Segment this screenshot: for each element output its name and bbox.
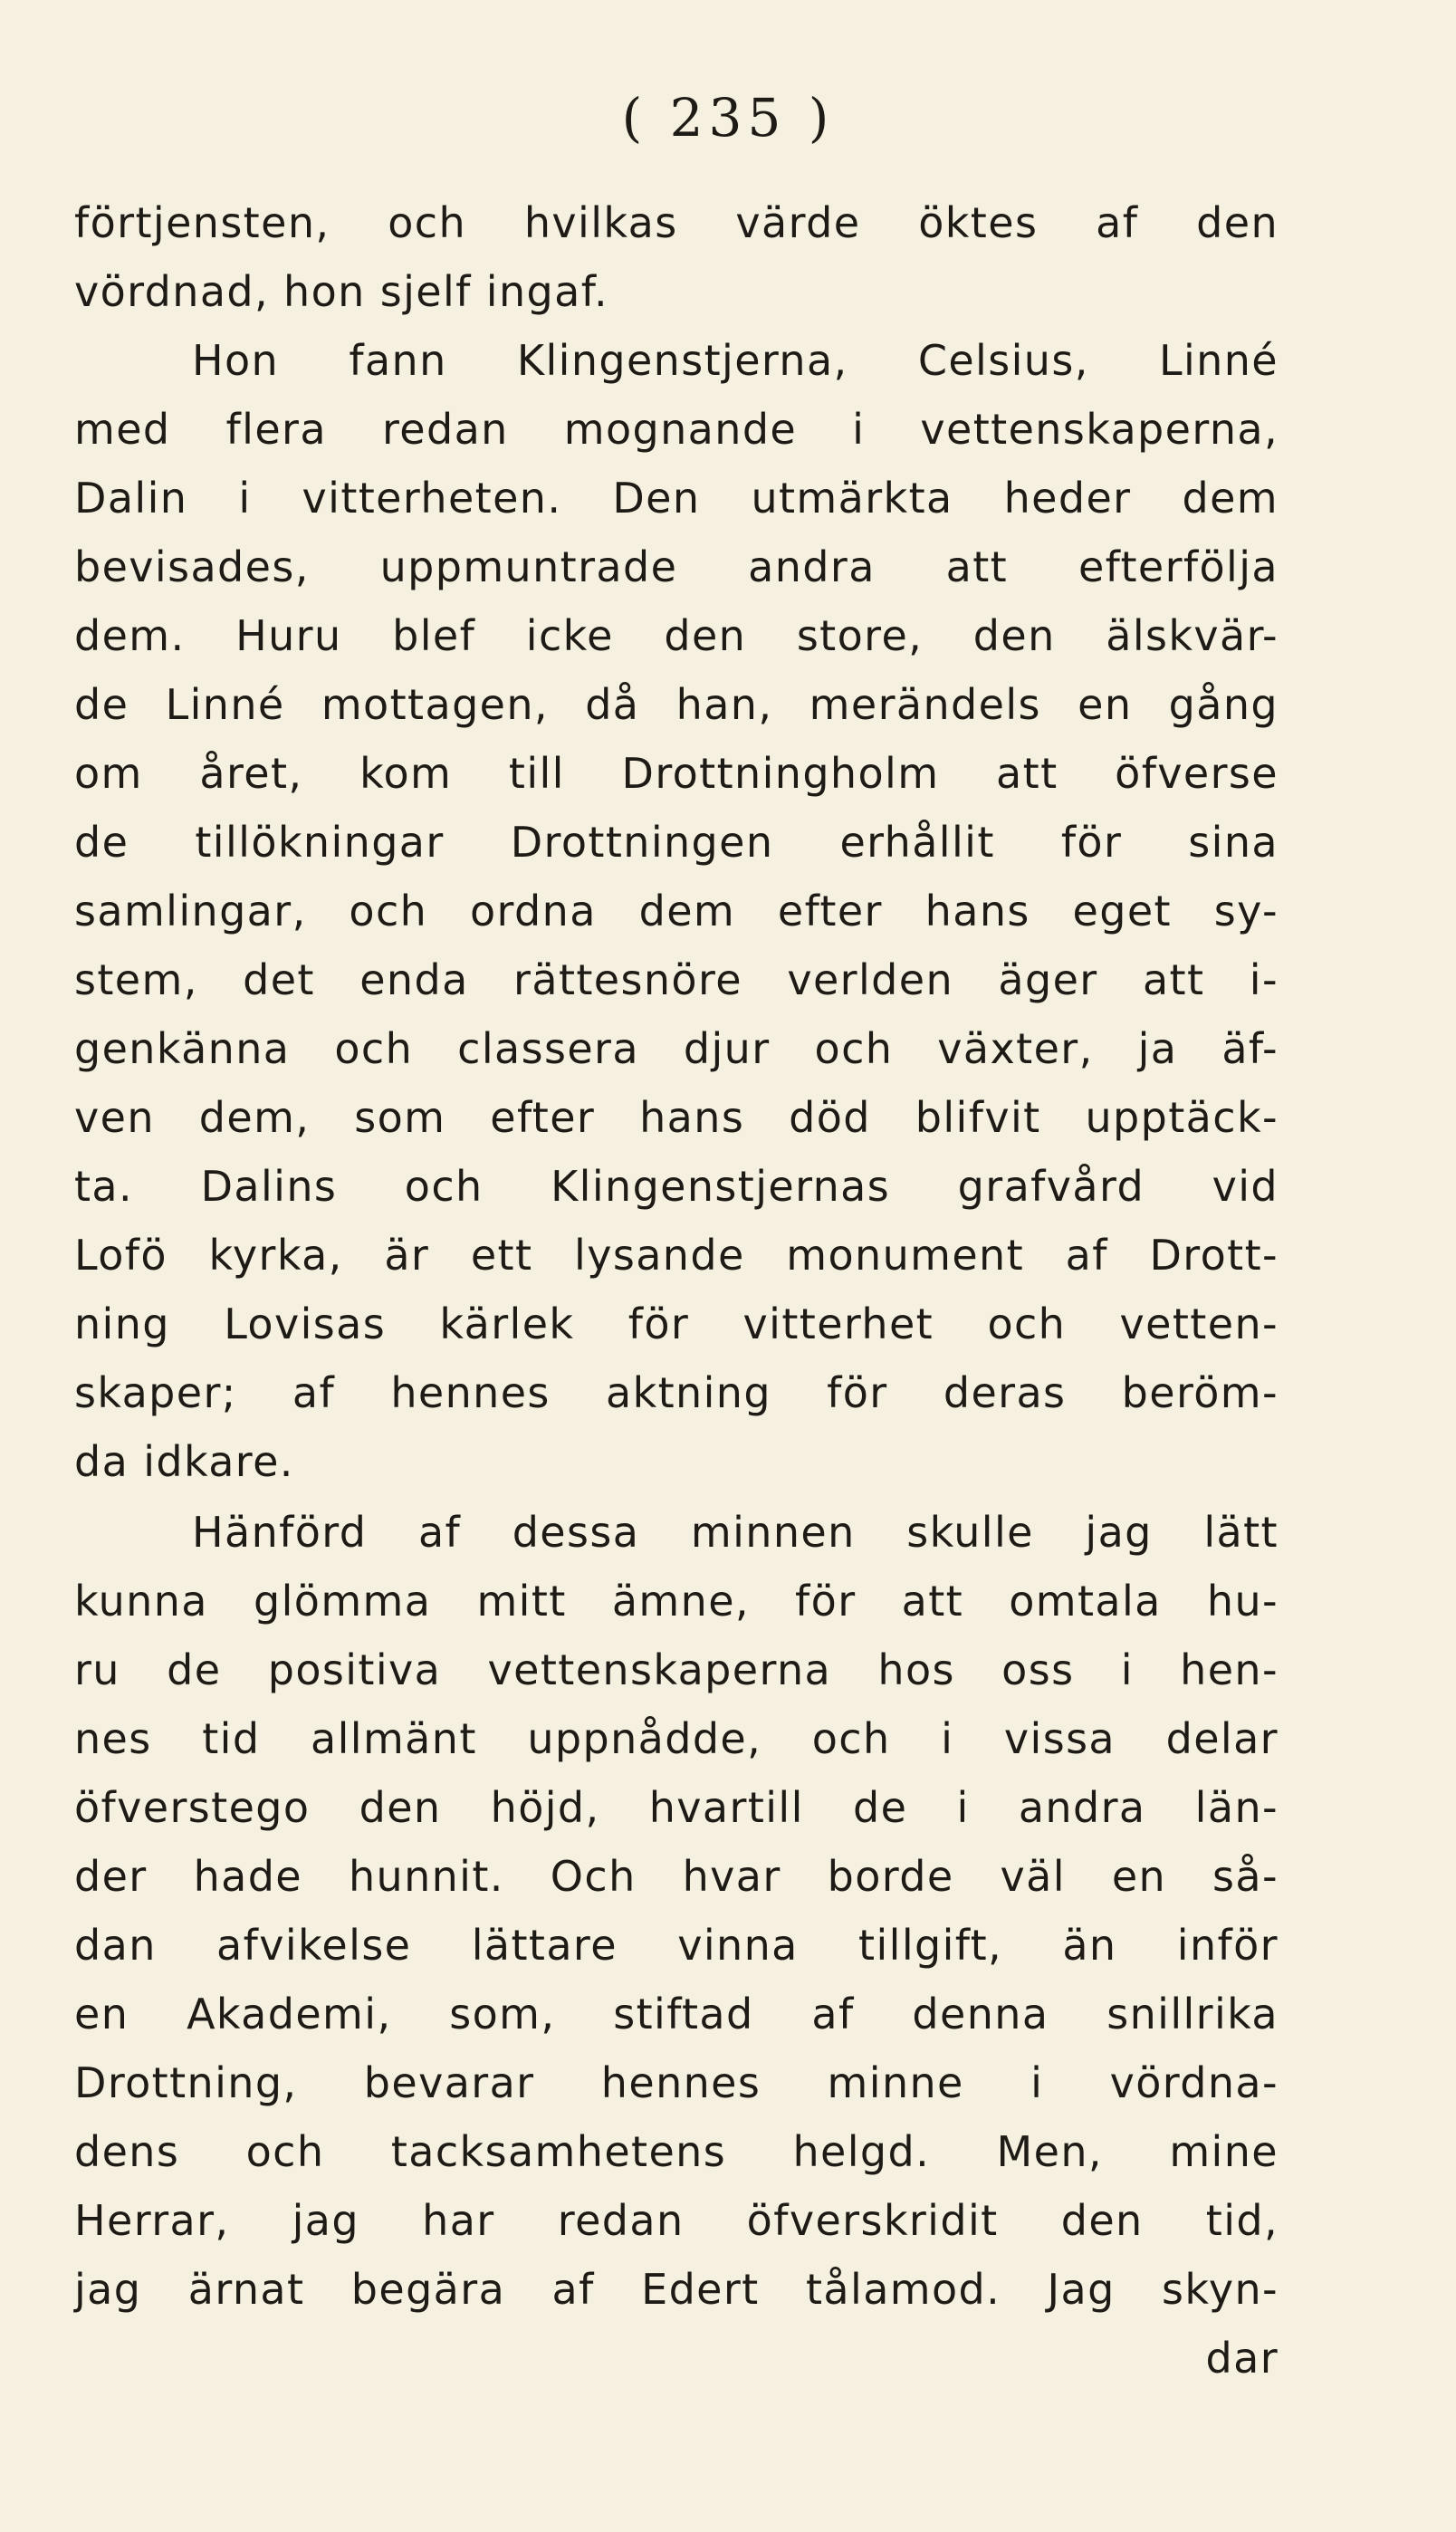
text-line: nes tid allmänt uppnådde, och i vissa delar [74,1714,1279,1763]
text-line: da idkare. [74,1437,294,1486]
text-line: jag ärnat begära af Edert tålamod. Jag skyn- [74,2265,1279,2314]
text-line: der hade hunnit. Och hvar borde väl en så- [74,1852,1279,1901]
text-line: Herrar, jag har redan öfverskridit den tid, [74,2196,1279,2245]
text-line: vördnad, hon sjelf ingaf. [74,267,608,316]
text-line: ru de positiva vettenskaperna hos oss i hen- [74,1645,1279,1694]
text-line: genkänna och classera djur och växter, ja äf- [74,1024,1279,1073]
text-line: stem, det enda rättesnöre verlden äger att i- [74,955,1279,1004]
text-line: dem. Huru blef icke den store, den älskvär- [74,611,1279,660]
text-line: samlingar, och ordna dem efter hans eget sy- [74,887,1279,935]
text-line: bevisades, uppmuntrade andra att efterfölja [74,542,1279,591]
text-line: öfverstego den höjd, hvartill de i andra län- [74,1783,1279,1832]
text-line: ven dem, som efter hans död blifvit upptäck- [74,1093,1279,1142]
paragraph-start-line: Hänförd af dessa minnen skulle jag lätt [192,1508,1279,1557]
catchword: dar [1205,2334,1279,2383]
page-number: ( 235 ) [621,87,835,149]
text-line: de Linné mottagen, då han, merändels en gång [74,680,1279,729]
text-line: om året, kom till Drottningholm att öfverse [74,749,1279,798]
text-line: Dalin i vitterheten. Den utmärkta heder dem [74,474,1279,523]
text-line: Drottning, bevarar hennes minne i vördna- [74,2058,1279,2107]
text-line: de tillökningar Drottningen erhållit för sina [74,818,1279,867]
text-line: Lofö kyrka, är ett lysande monument af Drott- [74,1231,1279,1280]
text-line: ning Lovisas kärlek för vitterhet och vetten- [74,1300,1279,1348]
text-line: skaper; af hennes aktning för deras beröm- [74,1368,1279,1417]
text-line: ta. Dalins och Klingenstjernas grafvård vid [74,1162,1279,1211]
text-line: dan afvikelse lättare vinna tillgift, än inför [74,1921,1279,1970]
text-line: dens och tacksamhetens helgd. Men, mine [74,2127,1279,2176]
text-line: kunna glömma mitt ämne, för att omtala hu- [74,1577,1279,1626]
text-line: förtjensten, och hvilkas värde öktes af den [74,198,1279,247]
text-line: en Akademi, som, stiftad af denna snillrika [74,1990,1279,2038]
paragraph-start-line: Hon fann Klingenstjerna, Celsius, Linné [192,336,1279,385]
text-line: med flera redan mognande i vettenskaperna, [74,405,1279,454]
